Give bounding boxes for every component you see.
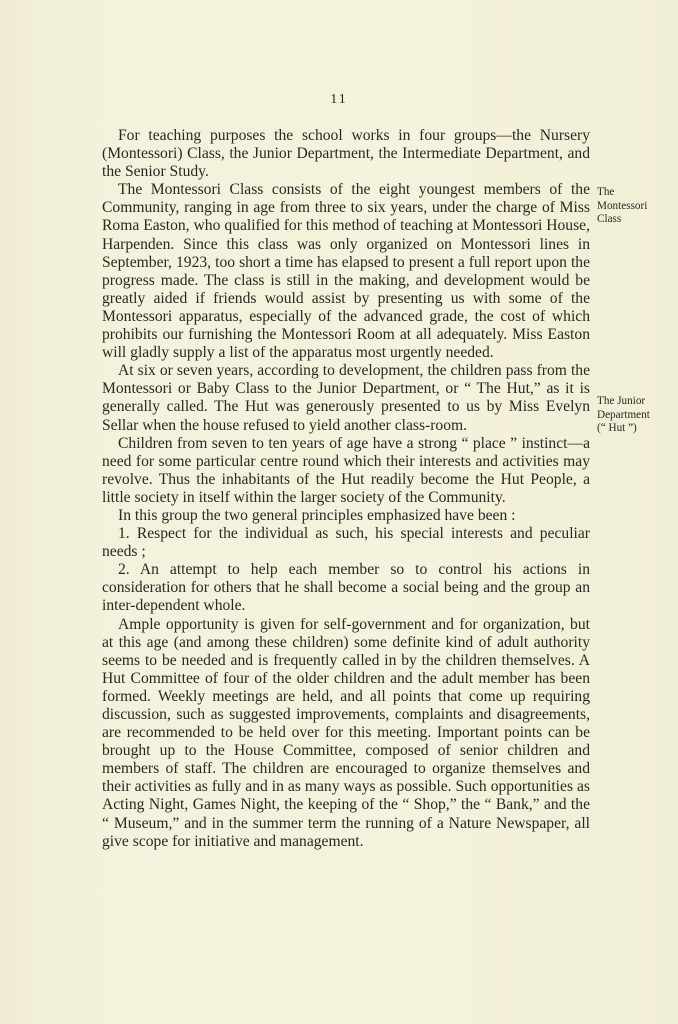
paragraph-principle-1: 1. Respect for the individual as such, his special interests and peculiar needs ; [102, 525, 590, 561]
margin-note-line: The Junior [597, 395, 646, 407]
margin-note-montessori-class [597, 186, 675, 227]
paragraph-principles-intro: In this group the two general principles emphasized have been : [118, 506, 516, 524]
paragraph-teaching-groups: For teaching purposes the school works in four groups—the Nursery (Montessori) Class, the Junior Department, the Intermediate Department, and the Senior Study. [102, 127, 590, 181]
body-text [102, 127, 590, 851]
margin-note-line: Class [597, 213, 622, 226]
paragraph-place-instinct: Children from seven to ten years of age have a strong “ place ” instinct—a need for some particular centre round which their interests and activities may revolve. Thus the inhabitants of the Hut readily become the Hut People, a little society in itself within the larger society of the Community. [102, 434, 590, 506]
paragraph-junior-department: At six or seven years, according to development, the children pass from the Montessori or Baby Class to the Junior Department, or “ The Hut,” as it is generally called. The Hut was generously presented to us by Miss Evelyn Sellar when the house refused to yield another class-room. [102, 362, 590, 434]
paragraph-self-government: Ample opportunity is given for self-government and for organization, but at this age (and among these children) some definite kind of adult authority seems to be needed and is frequently called in by the children themselves. A Hut Committee of four of the older children and the adult member has been formed. Weekly meetings are held, and all points that come up requiring discussion, such as suggested improvements, complaints and disagreements, are recommended to be held over for this meeting. Important points can be brought up to the House Committee, composed of senior children and members of staff. The children are encouraged to organize themselves and their activities as fully and in as many ways as possible. Such opportunities as Acting Night, Games Night, the keeping of the “ Shop,” the “ Bank,” and the “ Museum,” and in the summer term the running of a Nature Newspaper, all give scope for initiative and management. [102, 615, 590, 850]
page-number: 11 [330, 92, 348, 107]
margin-note-line: The [597, 186, 615, 198]
margin-note-line: (“ Hut ”) [597, 422, 637, 435]
paragraph-principle-2: 2. An attempt to help each member so to control his actions in consideration for others that he shall become a social being and the group an inter-dependent whole. [102, 561, 590, 615]
margin-note-line: Department [597, 408, 650, 421]
paragraph-montessori-class: The Montessori Class consists of the eight youngest members of the Community, ranging in age from three to six years, under the charge of Miss Roma Easton, who qualified for this method of teaching at Montessori House, Harpenden. Since this class was only organized on Montessori lines in September, 1923, too short a time has elapsed to present a full report upon the progress made. The class is still in the making, and development would be greatly aided if friends would assist by presenting us with some of the Montessori apparatus, especially of the advanced grade, the cost of which prohibits our furnishing the Montessori Room at all adequately. Miss Easton will gladly supply a list of the apparatus most urgently needed. [102, 181, 590, 362]
margin-note-line: Montessori [597, 199, 648, 212]
margin-note-junior-department [597, 395, 675, 436]
